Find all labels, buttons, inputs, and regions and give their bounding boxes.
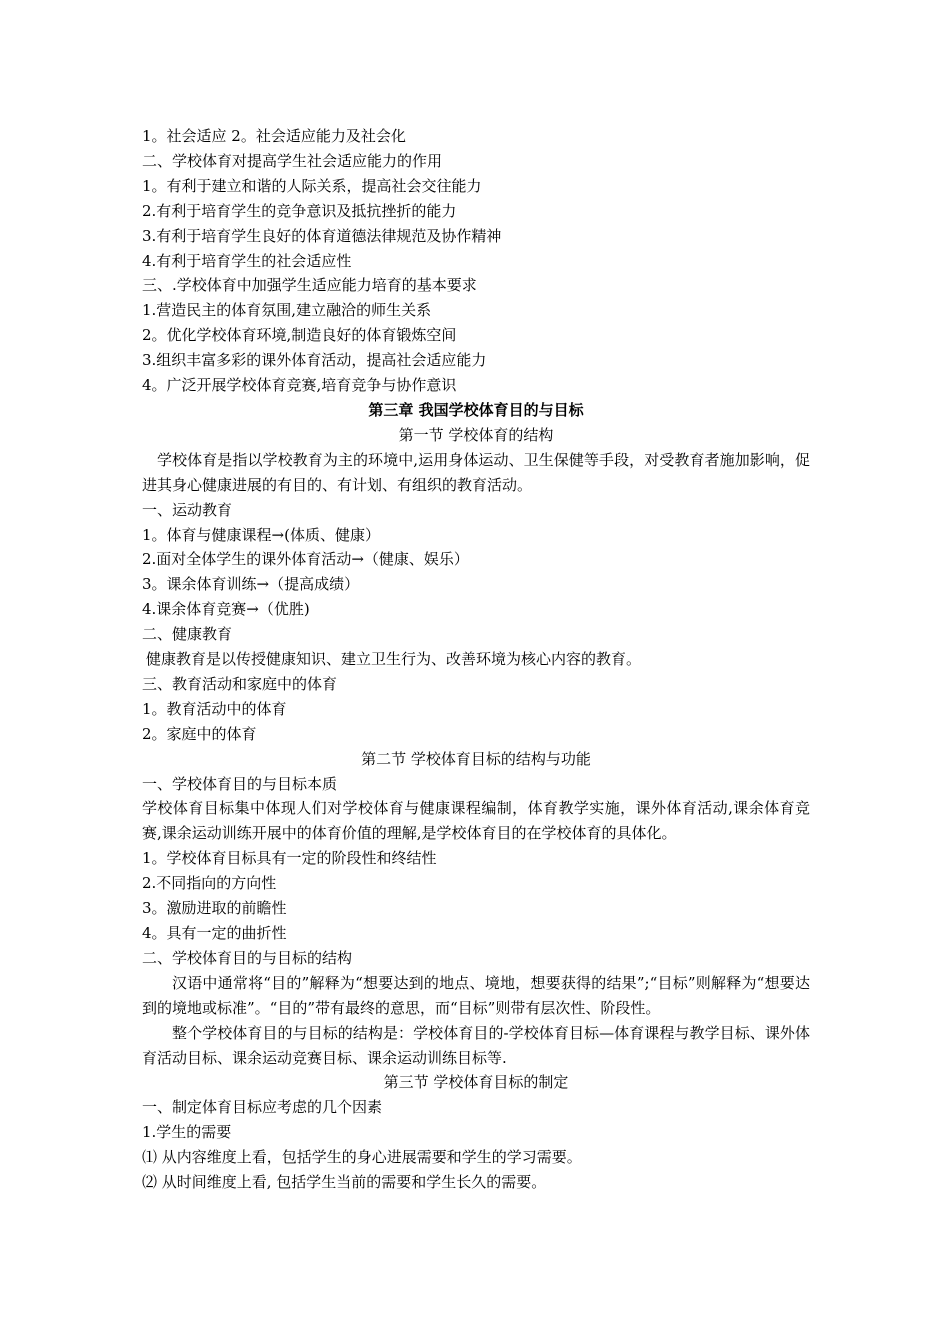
- text-line: 2.不同指向的方向性: [142, 874, 277, 893]
- text-line: 3。课余体育训练→（提高成绩）: [142, 575, 360, 594]
- text-line: ⑵ 从时间维度上看, 包括学生当前的需要和学生长久的需要。: [142, 1173, 547, 1192]
- text-line: 3.有利于培育学生良好的体育道德法律规范及协作精神: [142, 226, 502, 245]
- text-line: ⑴ 从内容维度上看，包括学生的身心进展需要和学生的学习需要。: [142, 1148, 582, 1167]
- section-title: 第二节 学校体育目标的结构与功能: [361, 749, 591, 768]
- section-heading: 一、运动教育: [142, 500, 233, 519]
- section-heading: 二、健康教育: [142, 625, 233, 644]
- text-line: 3。激励进取的前瞻性: [142, 899, 287, 918]
- text-line: 3.组织丰富多彩的课外体育活动，提高社会适应能力: [142, 351, 487, 370]
- section-title: 第一节 学校体育的结构: [398, 425, 554, 444]
- paragraph: 汉语中通常将“目的”解释为“想要达到的地点、境地，想要获得的结果”;“目标”则解释为“想要达到的境地或标准”。“目的”带有最终的意思，而“目标”则带有层次性、阶段性。: [142, 973, 810, 1017]
- section-heading: 一、制定体育目标应考虑的几个因素: [142, 1098, 383, 1117]
- text-line: 1.营造民主的体育氛围,建立融洽的师生关系: [142, 301, 432, 320]
- text-line: 4。具有一定的曲折性: [142, 924, 287, 942]
- text-line: 4.课余体育竞赛→（优胜): [142, 600, 310, 619]
- text-line: 2。优化学校体育环境,制造良好的体育锻炼空间: [142, 326, 457, 345]
- section-heading: 二、学校体育目的与目标的结构: [142, 948, 353, 967]
- text-line: 1。学校体育目标具有一定的阶段性和终结性: [142, 849, 437, 868]
- section-heading: 二、学校体育对提高学生社会适应能力的作用: [142, 151, 443, 170]
- section-heading: 三、.学校体育中加强学生适应能力培育的基本要求: [142, 276, 477, 295]
- text-line: 1。体育与健康课程→(体质、健康）: [142, 525, 380, 544]
- text-line: 2.有利于培育学生的竞争意识及抵抗挫折的能力: [142, 201, 457, 220]
- text-line: 1。社会适应 2。社会适应能力及社会化: [142, 127, 406, 145]
- document-page: [142, 124, 810, 1195]
- text-line: 1.学生的需要: [142, 1123, 232, 1142]
- section-heading: 三、教育活动和家庭中的体育: [142, 674, 338, 693]
- text-line: 2。家庭中的体育: [142, 724, 257, 743]
- paragraph: 学校体育是指以学校教育为主的环境中,运用身体运动、卫生保健等手段，对受教育者施加影响，促进其身心健康进展的有目的、有计划、有组织的教育活动。: [142, 450, 810, 494]
- text-line: 2.面对全体学生的课外体育活动→（健康、娱乐）: [142, 550, 469, 569]
- section-heading: 一、学校体育目的与目标本质: [142, 774, 338, 793]
- paragraph: 整个学校体育目的与目标的结构是：学校体育目的-学校体育目标—体育课程与教学目标、课外体育活动目标、课余运动竞赛目标、课余运动训练目标等.: [142, 1023, 810, 1067]
- text-line: 4.有利于培育学生的社会适应性: [142, 251, 352, 270]
- text-line: 健康教育是以传授健康知识、建立卫生行为、改善环境为核心内容的教育。: [146, 650, 642, 669]
- text-line: 4。广泛开展学校体育竞赛,培育竞争与协作意识: [142, 376, 457, 395]
- chapter-title: 第三章 我国学校体育目的与目标: [368, 400, 584, 419]
- text-line: 1。有利于建立和谐的人际关系，提高社会交往能力: [142, 176, 482, 195]
- paragraph: 学校体育目标集中体现人们对学校体育与健康课程编制，体育教学实施，课外体育活动,课余体育竞赛,课余运动训练开展中的体育价值的理解,是学校体育目的在学校体育的具体化。: [142, 799, 810, 843]
- text-line: 1。教育活动中的体育: [142, 699, 287, 718]
- section-title: 第三节 学校体育目标的制定: [383, 1073, 569, 1092]
